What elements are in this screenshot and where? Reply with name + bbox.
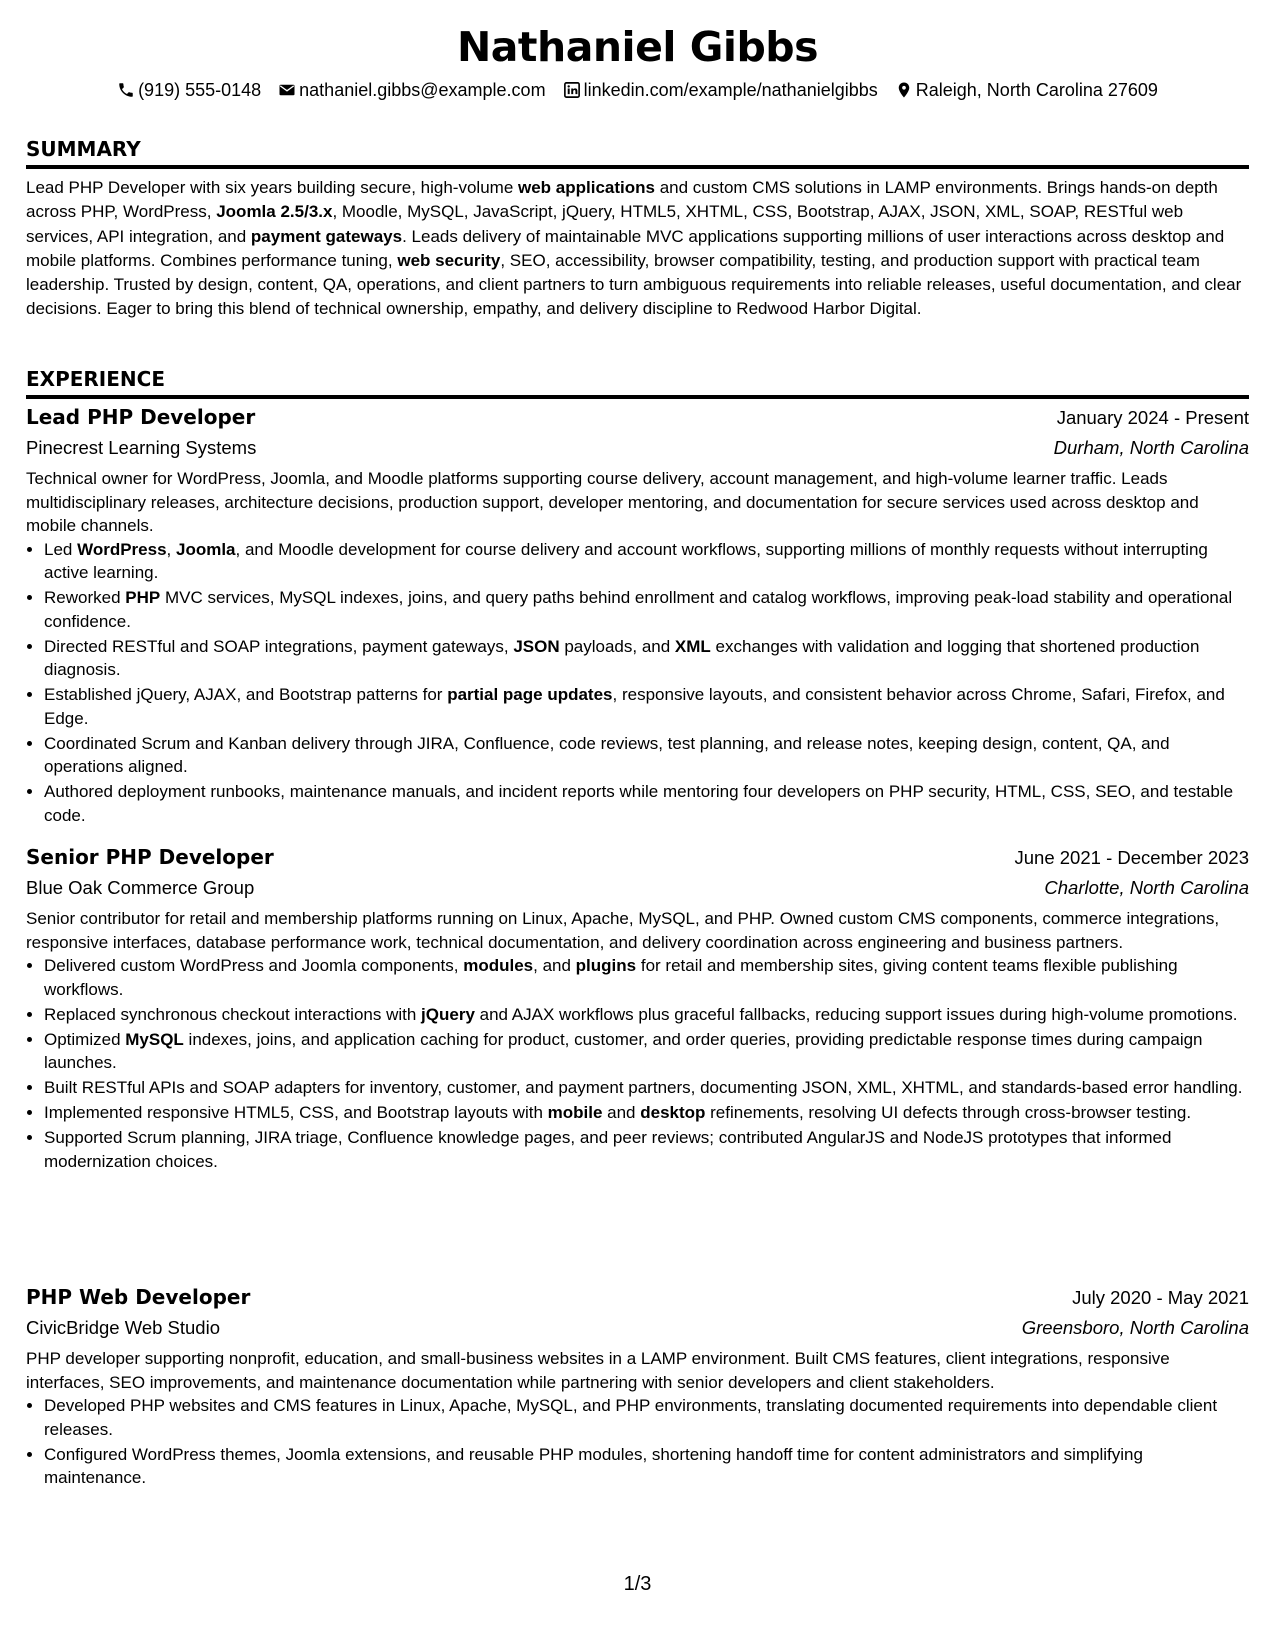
job-dates: January 2024 - Present xyxy=(1056,407,1249,428)
bullet-item: • Led WordPress, Joomla, and Moodle development for course delivery and account workflows, supporting millions of monthly requests without interrupting active learning. xyxy=(44,538,1249,585)
bullet-item: • Replaced synchronous checkout interactions with jQuery and AJAX workflows plus graceful fallbacks, reducing support issues during high-volume promotions. xyxy=(44,1003,1249,1027)
bullet-item: • Optimized MySQL indexes, joins, and application caching for product, customer, and order queries, providing predictable response times during campaign launches. xyxy=(44,1028,1249,1075)
contact-email[interactable] xyxy=(278,78,545,102)
company-name: Pinecrest Learning Systems xyxy=(26,437,257,458)
linkedin-link[interactable]: linkedin.com/example/nathanielgibbs xyxy=(583,80,878,100)
job-title: Senior PHP Developer xyxy=(26,845,274,869)
email-link[interactable]: nathaniel.gibbs@example.com xyxy=(299,80,546,100)
bullet-item: • Reworked PHP MVC services, MySQL indexes, joins, and query paths behind enrollment and catalog workflows, improving peak-load stability and operational confidence. xyxy=(44,586,1249,633)
job-dates: June 2021 - December 2023 xyxy=(1014,847,1249,868)
location-text: Raleigh, North Carolina 27609 xyxy=(915,80,1158,100)
job-title-row xyxy=(26,402,1249,433)
job-location: Greensboro, North Carolina xyxy=(1021,1317,1249,1338)
job-bullet-list xyxy=(26,954,1249,1173)
bullet-item: • Established jQuery, AJAX, and Bootstrap patterns for partial page updates, responsive layouts, and consistent behavior across Chrome, Safari, Firefox, and Edge. xyxy=(44,683,1249,730)
experience-heading: EXPERIENCE xyxy=(26,366,1249,399)
job-company-row xyxy=(26,873,1249,903)
page-number: 1/3 xyxy=(623,1573,652,1595)
job-bullet-list xyxy=(26,1394,1249,1490)
job-description: Senior contributor for retail and membership platforms running on Linux, Apache, MySQL, and PHP. Owned custom CMS components, commerce integrations, responsive interfaces, database performance work, technical documentation, and delivery coordination across engineering and business partners. xyxy=(26,909,1220,952)
job-title-row xyxy=(26,1282,1249,1313)
envelope-icon xyxy=(278,81,296,99)
map-pin-icon xyxy=(895,81,913,99)
job-location: Durham, North Carolina xyxy=(1053,437,1249,458)
job-entry-3 xyxy=(26,1282,1249,1491)
job-title-row xyxy=(26,842,1249,873)
candidate-name: Nathaniel Gibbs xyxy=(456,23,819,71)
resume-page xyxy=(26,20,1249,1487)
job-bullet-list xyxy=(26,538,1249,828)
summary-text: Lead PHP Developer with six years building secure, high-volume web applications and custom CMS solutions in LAMP environments. Brings hands-on depth across PHP, WordPress, Joomla 2.5/3.x, Moodle, MySQL, JavaScript, jQuery, HTML5, XHTML, CSS, Bootstrap, AJAX, JSON, XML, SOAP, RESTful web services, API integration, and payment gateways. Leads delivery of maintainable MVC applications supporting millions of user interactions across desktop and mobile platforms. Combines performance tuning, web security, SEO, accessibility, browser compatibility, testing, and production support with practical team leadership. Trusted by design, content, QA, operations, and client partners to turn ambiguous requirements into reliable releases, useful documentation, and clear decisions. Eager to bring this blend of technical ownership, empathy, and delivery discipline to Redwood Harbor Digital. xyxy=(26,178,1242,319)
bullet-item: • Directed RESTful and SOAP integrations, payment gateways, JSON payloads, and XML exchanges with validation and logging that shortened production diagnosis. xyxy=(44,635,1249,682)
job-description: PHP developer supporting nonprofit, education, and small-business websites in a LAMP environment. Built CMS features, client integrations, responsive interfaces, SEO improvements, and maintenance documentation while partnering with senior developers and client stakeholders. xyxy=(26,1349,1170,1392)
bullet-item: • Developed PHP websites and CMS features in Linux, Apache, MySQL, and PHP environments, translating documented requirements into dependable client releases. xyxy=(44,1394,1249,1441)
job-title: PHP Web Developer xyxy=(26,1285,251,1309)
summary-heading: SUMMARY xyxy=(26,136,1249,169)
job-dates: July 2020 - May 2021 xyxy=(1072,1287,1249,1308)
phone-icon xyxy=(117,81,135,99)
bullet-item: • Implemented responsive HTML5, CSS, and Bootstrap layouts with mobile and desktop refinements, resolving UI defects through cross-browser testing. xyxy=(44,1101,1249,1125)
contact-location xyxy=(895,78,1158,102)
bullet-item: • Authored deployment runbooks, maintenance manuals, and incident reports while mentoring four developers on PHP security, HTML, CSS, SEO, and testable code. xyxy=(44,780,1249,827)
job-entry-2 xyxy=(26,842,1249,1175)
job-title: Lead PHP Developer xyxy=(26,405,256,429)
job-location: Charlotte, North Carolina xyxy=(1044,877,1249,898)
bullet-item: • Delivered custom WordPress and Joomla components, modules, and plugins for retail and membership sites, giving content teams flexible publishing workflows. xyxy=(44,954,1249,1001)
phone-text: (919) 555-0148 xyxy=(138,80,262,100)
linkedin-icon xyxy=(563,81,581,99)
bullet-item: • Coordinated Scrum and Kanban delivery through JIRA, Confluence, code reviews, test planning, and release notes, keeping design, content, QA, and operations aligned. xyxy=(44,732,1249,779)
contact-phone xyxy=(117,78,261,102)
company-name: Blue Oak Commerce Group xyxy=(26,877,255,898)
contact-bar xyxy=(26,78,1249,102)
bullet-item: • Built RESTful APIs and SOAP adapters for inventory, customer, and payment partners, documenting JSON, XML, XHTML, and standards-based error handling. xyxy=(44,1076,1249,1100)
company-name: CivicBridge Web Studio xyxy=(26,1317,220,1338)
bullet-item: • Configured WordPress themes, Joomla extensions, and reusable PHP modules, shortening handoff time for content administrators and simplifying maintenance. xyxy=(44,1443,1249,1490)
bullet-item: • Supported Scrum planning, JIRA triage, Confluence knowledge pages, and peer reviews; contributed AngularJS and NodeJS prototypes that informed modernization choices. xyxy=(44,1126,1249,1173)
contact-linkedin[interactable] xyxy=(563,78,878,102)
job-entry-1 xyxy=(26,402,1249,829)
job-company-row xyxy=(26,1313,1249,1343)
job-company-row xyxy=(26,433,1249,463)
job-description: Technical owner for WordPress, Joomla, and Moodle platforms supporting course delivery, account management, and high-volume learner traffic. Leads multidisciplinary releases, architecture decisions, production support, developer mentoring, and documentation for secure services used across desktop and mobile channels. xyxy=(26,469,1199,535)
